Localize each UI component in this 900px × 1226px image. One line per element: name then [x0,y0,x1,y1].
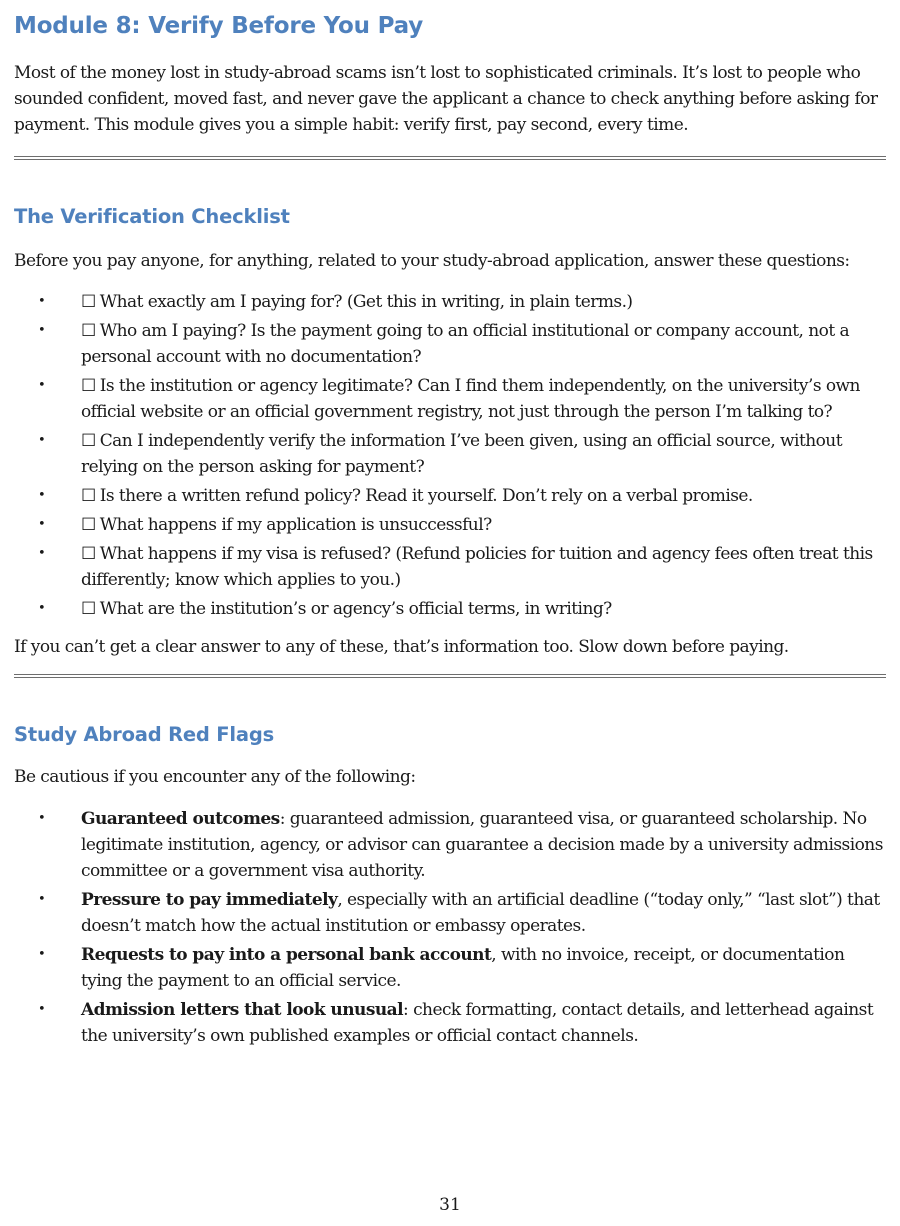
bullet-icon: • [38,433,46,448]
checklist-item-text: Can I independently verify the information I’ve been given, using an official source, without relying on the person asking for payment? [81,431,842,477]
checklist-item [14,596,886,622]
bullet-icon: • [38,811,46,826]
checkbox-icon: ☐ [81,486,96,506]
bullet-icon: • [38,1002,46,1017]
bullet-icon: • [38,294,46,309]
red-flag-title: Guaranteed outcomes [81,809,280,829]
bullet-icon: • [38,323,46,338]
checklist-item-text: What exactly am I paying for? (Get this in writing, in plain terms.) [99,292,633,312]
bullet-icon: • [38,601,46,616]
checklist-item-text: What are the institution’s or agency’s official terms, in writing? [99,599,612,619]
checklist-heading: The Verification Checklist [14,205,290,228]
red-flag-item [14,806,886,884]
red-flag-item [14,942,886,994]
bullet-icon: • [38,892,46,907]
checklist-intro: Before you pay anyone, for anything, related to your study-abroad application, answer these questions: [14,251,850,271]
bullet-icon: • [38,517,46,532]
checklist-item [14,512,886,538]
red-flags-intro: Be cautious if you encounter any of the following: [14,767,416,787]
checklist-item-text: Who am I paying? Is the payment going to an official institutional or company account, not a personal account with no documentation? [81,321,850,367]
checklist-item-text: Is the institution or agency legitimate? Can I find them independently, on the university’s own official website or an official government registry, not just through the person I’m talking to? [81,376,860,422]
checkbox-icon: ☐ [81,431,96,451]
section-divider [14,674,886,678]
red-flag-text: : check formatting, contact details, and letterhead against the university’s own published examples or official contact channels. [81,1000,874,1046]
red-flag-title: Admission letters that look unusual [81,1000,404,1020]
red-flag-text: , with no invoice, receipt, or documentation tying the payment to an official service. [81,945,845,991]
checkbox-icon: ☐ [81,544,96,564]
checklist-item-text: Is there a written refund policy? Read it yourself. Don’t rely on a verbal promise. [99,486,753,506]
page-number: 31 [439,1195,461,1215]
red-flag-title: Pressure to pay immediately [81,890,338,910]
red-flag-title: Requests to pay into a personal bank account [81,945,492,965]
checklist-item-text: What happens if my application is unsuccessful? [99,515,492,535]
checklist-item [14,373,886,425]
red-flag-text: , especially with an artificial deadline (“today only,” “last slot”) that doesn’t match how the actual institution or embassy operates. [81,890,880,936]
intro-paragraph: Most of the money lost in study-abroad scams isn’t lost to sophisticated criminals. It’s lost to people who sounded confident, moved fast, and never gave the applicant a chance to check anything before asking for payment. This module gives you a simple habit: verify first, pay second, every time. [14,63,878,135]
checklist-item [14,289,886,315]
checkbox-icon: ☐ [81,292,96,312]
checklist-item [14,483,886,509]
bullet-icon: • [38,546,46,561]
document-page [14,0,886,1052]
checkbox-icon: ☐ [81,321,96,341]
checklist-item [14,318,886,370]
bullet-icon: • [38,378,46,393]
checklist-item [14,541,886,593]
checklist-item [14,428,886,480]
checkbox-icon: ☐ [81,599,96,619]
red-flags-heading: Study Abroad Red Flags [14,723,274,746]
red-flag-item [14,997,886,1049]
checkbox-icon: ☐ [81,376,96,396]
page-title: Module 8: Verify Before You Pay [14,13,424,39]
bullet-icon: • [38,488,46,503]
section-divider [14,156,886,160]
red-flags-list [14,806,886,1049]
checklist-outro: If you can’t get a clear answer to any of these, that’s information too. Slow down before paying. [14,637,789,657]
red-flag-item [14,887,886,939]
red-flag-text: : guaranteed admission, guaranteed visa, or guaranteed scholarship. No legitimate institution, agency, or advisor can guarantee a decision made by a university admissions committee or a government visa authority. [81,809,883,881]
checklist-item-text: What happens if my visa is refused? (Refund policies for tuition and agency fees often treat this differently; know which applies to you.) [81,544,873,590]
bullet-icon: • [38,947,46,962]
checklist-list [14,289,886,622]
checkbox-icon: ☐ [81,515,96,535]
